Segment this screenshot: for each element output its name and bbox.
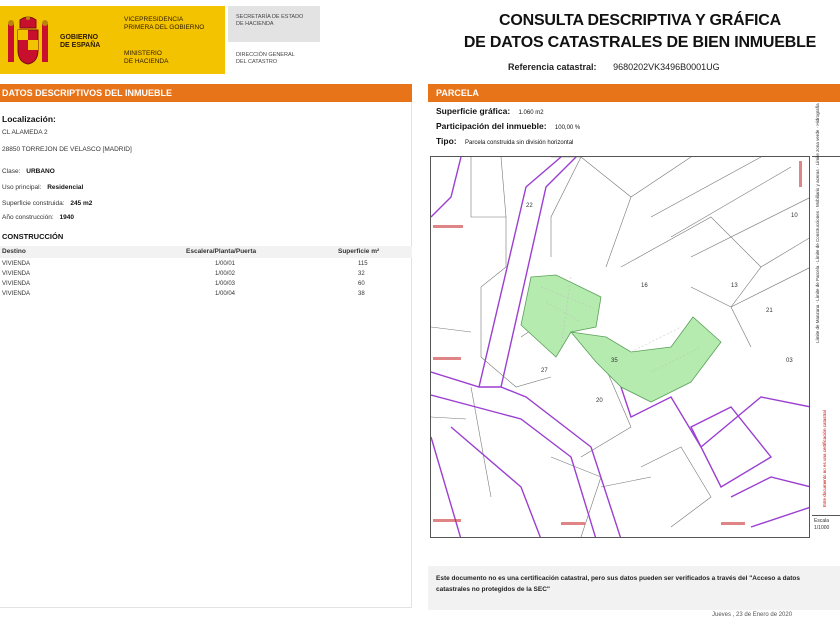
cell-superficie: 38 xyxy=(358,291,365,297)
uso-row xyxy=(2,184,83,191)
document-header xyxy=(0,0,840,82)
superficie-label: Superficie construida: xyxy=(2,200,65,207)
superficie-grafica xyxy=(436,106,544,116)
map-label-27: 27 xyxy=(541,368,548,374)
cell-destino: VIVIENDA xyxy=(2,291,31,297)
disclaimer-note: Este documento no es una certificación catastral, pero sus datos pueden ser verificados a través del "Acceso a datos catastrales no protegidos de la SEC" xyxy=(428,566,840,610)
legend-text: Límite de Manzana · Límite de Parcela · Límite de Construcciones · Mobiliario y aceras · Límite zona verde · Hidrografía xyxy=(815,103,820,343)
cell-superficie: 60 xyxy=(358,281,365,287)
map-drawing xyxy=(431,157,810,538)
cell-superficie: 115 xyxy=(358,261,368,267)
tipo xyxy=(436,136,573,146)
superficie-row xyxy=(2,200,92,207)
localizacion-line-2: 28850 TORREJON DE VELASCO [MADRID] xyxy=(2,146,132,153)
secretaria-label: SECRETARÍA DE ESTADO DE HACIENDA xyxy=(236,14,304,27)
table-row xyxy=(0,269,412,279)
uso-label: Uso principal: xyxy=(2,184,42,191)
map-label-20: 20 xyxy=(596,398,603,404)
tipo-label: Tipo: xyxy=(436,136,457,146)
participacion xyxy=(436,121,580,131)
street-markers xyxy=(433,161,802,525)
vicepresidencia-label: VICEPRESIDENCIA PRIMERA DEL GOBIERNO xyxy=(124,16,205,31)
direccion-general-label: DIRECCIÓN GENERAL DEL CATASTRO xyxy=(236,52,295,65)
map-label-10: 10 xyxy=(791,213,798,219)
localizacion-line-1: CL ALAMEDA 2 xyxy=(2,129,48,136)
cell-escalera: 1/00/01 xyxy=(215,261,236,267)
parcela-bar: PARCELA xyxy=(428,84,840,102)
superficie-value: 245 m2 xyxy=(70,200,93,207)
tipo-value: Parcela construida sin división horizontal xyxy=(465,140,574,146)
ref-value: 9680202VK3496B0001UG xyxy=(613,62,720,72)
table-header xyxy=(0,246,412,258)
map-label-16: 16 xyxy=(641,283,648,289)
parcel-highlight xyxy=(521,275,721,402)
map-label-22: 22 xyxy=(526,203,533,209)
datos-descriptivos-panel xyxy=(0,102,412,608)
clase-label: Clase: xyxy=(2,168,21,175)
ministerio-label: MINISTERIO DE HACIENDA xyxy=(124,50,169,65)
government-logo-block xyxy=(0,6,225,74)
footer-date: Jueves , 23 de Enero de 2020 xyxy=(712,612,793,618)
col-destino: Destino xyxy=(2,248,26,255)
cell-destino: VIVIENDA xyxy=(2,281,31,287)
ref-label: Referencia catastral: xyxy=(508,62,597,72)
superficie-grafica-value: 1.060 m2 xyxy=(518,110,544,116)
referencia-catastral xyxy=(508,62,720,72)
coat-of-arms-icon xyxy=(4,14,52,70)
legend-red-text: Este documento no es una certificación catastral xyxy=(822,410,827,507)
cell-escalera: 1/00/02 xyxy=(215,271,236,277)
participacion-value: 100,00 % xyxy=(554,125,581,131)
cell-escalera: 1/00/04 xyxy=(215,291,236,297)
col-superficie: Superficie m² xyxy=(338,248,380,255)
gobierno-label: GOBIERNO DE ESPAÑA xyxy=(60,34,101,49)
construccion-heading: CONSTRUCCIÓN xyxy=(2,232,64,241)
document-title xyxy=(440,10,840,54)
participacion-label: Participación del inmueble: xyxy=(436,121,547,131)
col-escalera: Escalera/Planta/Puerta xyxy=(186,248,257,255)
map-label-35: 35 xyxy=(611,358,618,364)
cadastral-map[interactable] xyxy=(430,156,810,538)
superficie-grafica-label: Superficie gráfica: xyxy=(436,106,511,116)
cell-destino: VIVIENDA xyxy=(2,271,31,277)
anio-label: Año construcción: xyxy=(2,214,54,221)
localizacion-heading: Localización: xyxy=(2,114,56,124)
cell-destino: VIVIENDA xyxy=(2,261,31,267)
cell-escalera: 1/00/03 xyxy=(215,281,236,287)
clase-value: URBANO xyxy=(26,168,55,175)
anio-value: 1940 xyxy=(59,214,74,221)
datos-descriptivos-bar: DATOS DESCRIPTIVOS DEL INMUEBLE xyxy=(0,84,412,102)
map-legend xyxy=(812,103,840,516)
map-scale: Escala 1/1000 xyxy=(814,518,830,531)
map-label-13: 13 xyxy=(731,283,738,289)
cell-superficie: 32 xyxy=(358,271,365,277)
clase-row xyxy=(2,168,55,175)
title-line-1: CONSULTA DESCRIPTIVA Y GRÁFICA xyxy=(498,12,782,29)
map-label-03: 03 xyxy=(786,358,793,364)
table-row xyxy=(0,259,412,269)
map-label-21: 21 xyxy=(766,308,773,314)
title-line-2: DE DATOS CATASTRALES DE BIEN INMUEBLE xyxy=(463,34,817,51)
table-row xyxy=(0,279,412,289)
anio-row xyxy=(2,214,74,221)
table-row xyxy=(0,289,412,299)
uso-value: Residencial xyxy=(47,184,84,191)
